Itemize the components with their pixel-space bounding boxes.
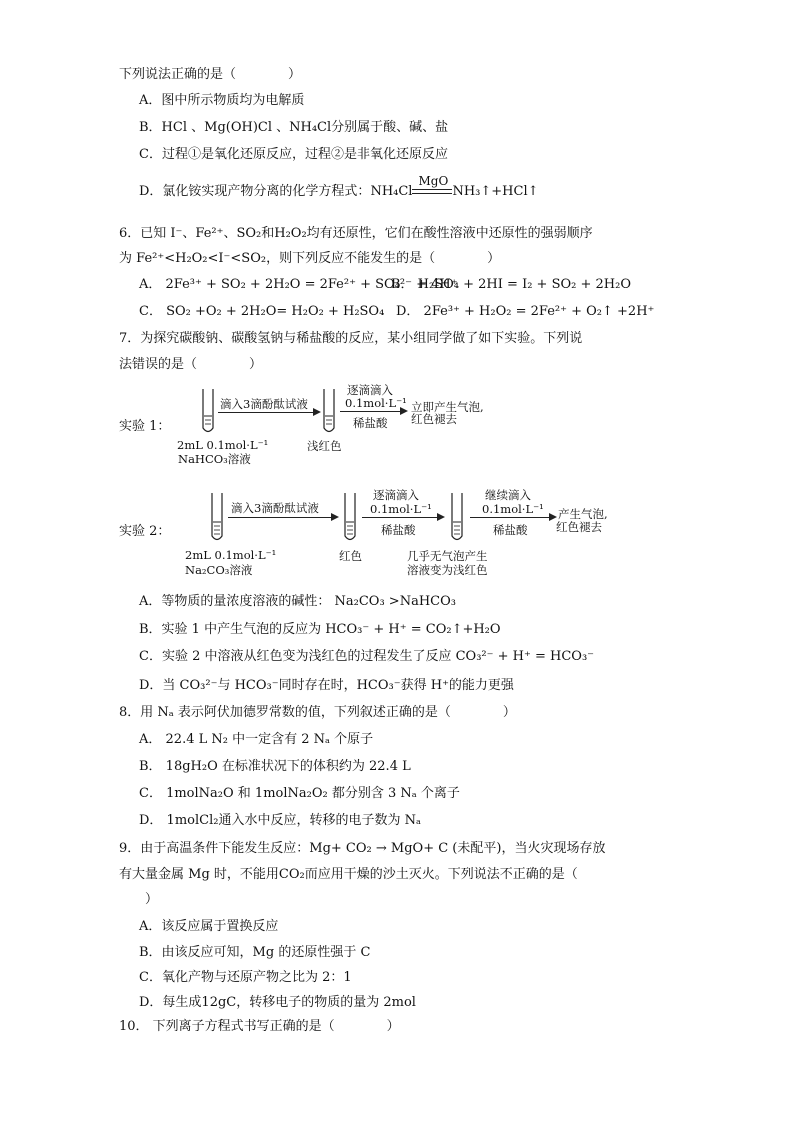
test-tube-2b-icon — [343, 492, 357, 544]
exp2-arrow1-label: 滴入3滴酚酞试液 — [231, 501, 319, 515]
q6-option-b: B． H₂SO₄ + 2HI = I₂ + SO₂ + 2H₂O — [391, 277, 631, 292]
q5-option-d-catalyst: MgO — [418, 173, 449, 188]
exp2-arrow1-head — [331, 513, 339, 521]
q9-stem-line2: 有大量金属 Mg 时，不能用CO₂而应用干燥的沙土灭火。下列说法不正确的是（ — [119, 867, 578, 882]
q8-option-d: D． 1molCl₂通入水中反应，转移的电子数为 Nₐ — [139, 813, 421, 828]
exp1-arrow2-bottom: 稀盐酸 — [353, 416, 388, 430]
q8-option-b: B． 18gH₂O 在标准状况下的体积约为 22.4 L — [139, 759, 411, 774]
q8-option-c: C． 1molNa₂O 和 1molNa₂O₂ 都分别含 3 Nₐ 个离子 — [139, 786, 460, 801]
exp2-arrow2-head — [437, 513, 445, 521]
q7-option-c: C．实验 2 中溶液从红色变为浅红色的过程发生了反应 CO₃²⁻ + H⁺ = HCO₃⁻ — [139, 649, 595, 664]
q5-option-c: C．过程①是氧化还原反应，过程②是非氧化还原反应 — [139, 147, 448, 162]
q6-option-d: D． 2Fe³⁺ + H₂O₂ = 2Fe²⁺ + O₂↑ +2H⁺ — [396, 304, 655, 319]
q5-option-d-condition-sign — [412, 173, 452, 197]
test-tube-2c-icon — [450, 492, 464, 544]
q5-option-d-prefix: D．氯化铵实现产物分离的化学方程式： — [139, 184, 371, 199]
exp2-arrow2-top2: 0.1mol·L⁻¹ — [370, 502, 432, 516]
exp2-arrow2-top1: 逐滴滴入 — [373, 488, 419, 502]
exp2-mid-label: 红色 — [339, 549, 362, 563]
q7-stem-line1: 7．为探究碳酸钠、碳酸氢钠与稀盐酸的反应，某小组同学做了如下实验。下列说 — [119, 331, 583, 346]
exp1-arrow2-head — [400, 407, 408, 415]
exp1-arrow2-top1: 逐滴滴入 — [347, 383, 393, 397]
exp2-result-line2: 红色褪去 — [556, 520, 602, 534]
q5-option-d-right: NH₃↑+HCl↑ — [452, 184, 539, 199]
exp2-mid2-line1: 几乎无气泡产生 — [407, 549, 488, 563]
exp1-arrow1-label: 滴入3滴酚酞试液 — [220, 397, 308, 411]
q5-option-a: A．图中所示物质均为电解质 — [139, 93, 305, 108]
exp2-arrow1-line — [228, 517, 332, 518]
exp2-arrow3-top1: 继续滴入 — [485, 488, 531, 502]
exp1-arrow1-line — [218, 412, 314, 413]
experiment-1-label: 实验 1： — [119, 419, 171, 434]
q6-option-a: A． 2Fe³⁺ + SO₂ + 2H₂O = 2Fe²⁺ + SO₄²⁻ + 4H⁺ — [139, 277, 458, 292]
q5-stem: 下列说法正确的是（ ） — [119, 67, 302, 82]
q8-stem: 8．用 Nₐ 表示阿伏加德罗常数的值，下列叙述正确的是（ ） — [119, 705, 516, 720]
exp2-start-line2: Na₂CO₃溶液 — [185, 563, 253, 577]
q5-option-b: B．HCl 、Mg(OH)Cl 、NH₄Cl分别属于酸、碱、盐 — [139, 120, 449, 135]
q7-option-a: A．等物质的量浓度溶液的碱性： Na₂CO₃ >NaHCO₃ — [139, 594, 456, 609]
q6-stem-line1: 6．已知 I⁻、Fe²⁺、SO₂和H₂O₂均有还原性，它们在酸性溶液中还原性的强弱顺序 — [119, 226, 593, 241]
test-tube-2a-icon — [210, 492, 224, 544]
q9-stem-line1: 9．由于高温条件下能发生反应：Mg+ CO₂ → MgO+ C (未配平)，当火灾现场存放 — [119, 841, 606, 856]
test-tube-1b-icon — [322, 388, 336, 436]
exp2-start-line1: 2mL 0.1mol·L⁻¹ — [185, 548, 277, 562]
exp1-result-line2: 红色褪去 — [411, 412, 457, 426]
q7-option-d: D．当 CO₃²⁻与 HCO₃⁻同时存在时，HCO₃⁻获得 H⁺的能力更强 — [139, 678, 514, 693]
q8-option-a: A． 22.4 L N₂ 中一定含有 2 Nₐ 个原子 — [139, 732, 374, 747]
q10-stem: 10． 下列离子方程式书写正确的是（ ） — [119, 1019, 400, 1034]
q6-stem-line2: 为 Fe²⁺<H₂O₂<I⁻<SO₂，则下列反应不能发生的是（ ） — [119, 251, 501, 266]
exp2-arrow3-bottom: 稀盐酸 — [493, 523, 528, 537]
exp1-arrow2-top2: 0.1mol·L⁻¹ — [345, 396, 407, 410]
q9-option-b: B．由该反应可知，Mg 的还原性强于 C — [139, 945, 371, 960]
q9-option-d: D．每生成12gC，转移电子的物质的量为 2mol — [139, 995, 416, 1010]
exp2-arrow2-bottom: 稀盐酸 — [381, 523, 416, 537]
exp2-result-line1: 产生气泡, — [558, 507, 608, 521]
exp1-start-line1: 2mL 0.1mol·L⁻¹ — [177, 438, 269, 452]
q7-option-b: B．实验 1 中产生气泡的反应为 HCO₃⁻ + H⁺ = CO₂↑+H₂O — [139, 622, 501, 637]
q5-option-d-left: NH₄Cl — [370, 184, 413, 199]
exp2-mid2-line2: 溶液变为浅红色 — [407, 563, 488, 577]
q9-option-c: C．氧化产物与还原产物之比为 2：1 — [139, 970, 352, 985]
q9-stem-line3: ） — [119, 892, 159, 907]
exp2-arrow3-line — [470, 517, 550, 518]
experiment-2-label: 实验 2： — [119, 524, 171, 539]
q6-option-c: C． SO₂ +O₂ + 2H₂O= H₂O₂ + H₂SO₄ — [139, 304, 385, 319]
exp2-arrow3-top2: 0.1mol·L⁻¹ — [482, 502, 544, 516]
exp1-start-line2: NaHCO₃溶液 — [178, 452, 251, 466]
exp1-mid-label: 浅红色 — [307, 439, 342, 453]
q7-stem-line2: 法错误的是（ ） — [119, 357, 263, 372]
q9-option-a: A．该反应属于置换反应 — [139, 919, 279, 934]
exp1-arrow1-head — [313, 408, 321, 416]
exp1-result-line1: 立即产生气泡, — [411, 400, 484, 414]
q5-option-d — [139, 173, 539, 201]
exp1-arrow2-line — [340, 411, 402, 412]
test-tube-1a-icon — [201, 388, 215, 436]
exp2-arrow2-line — [362, 517, 438, 518]
